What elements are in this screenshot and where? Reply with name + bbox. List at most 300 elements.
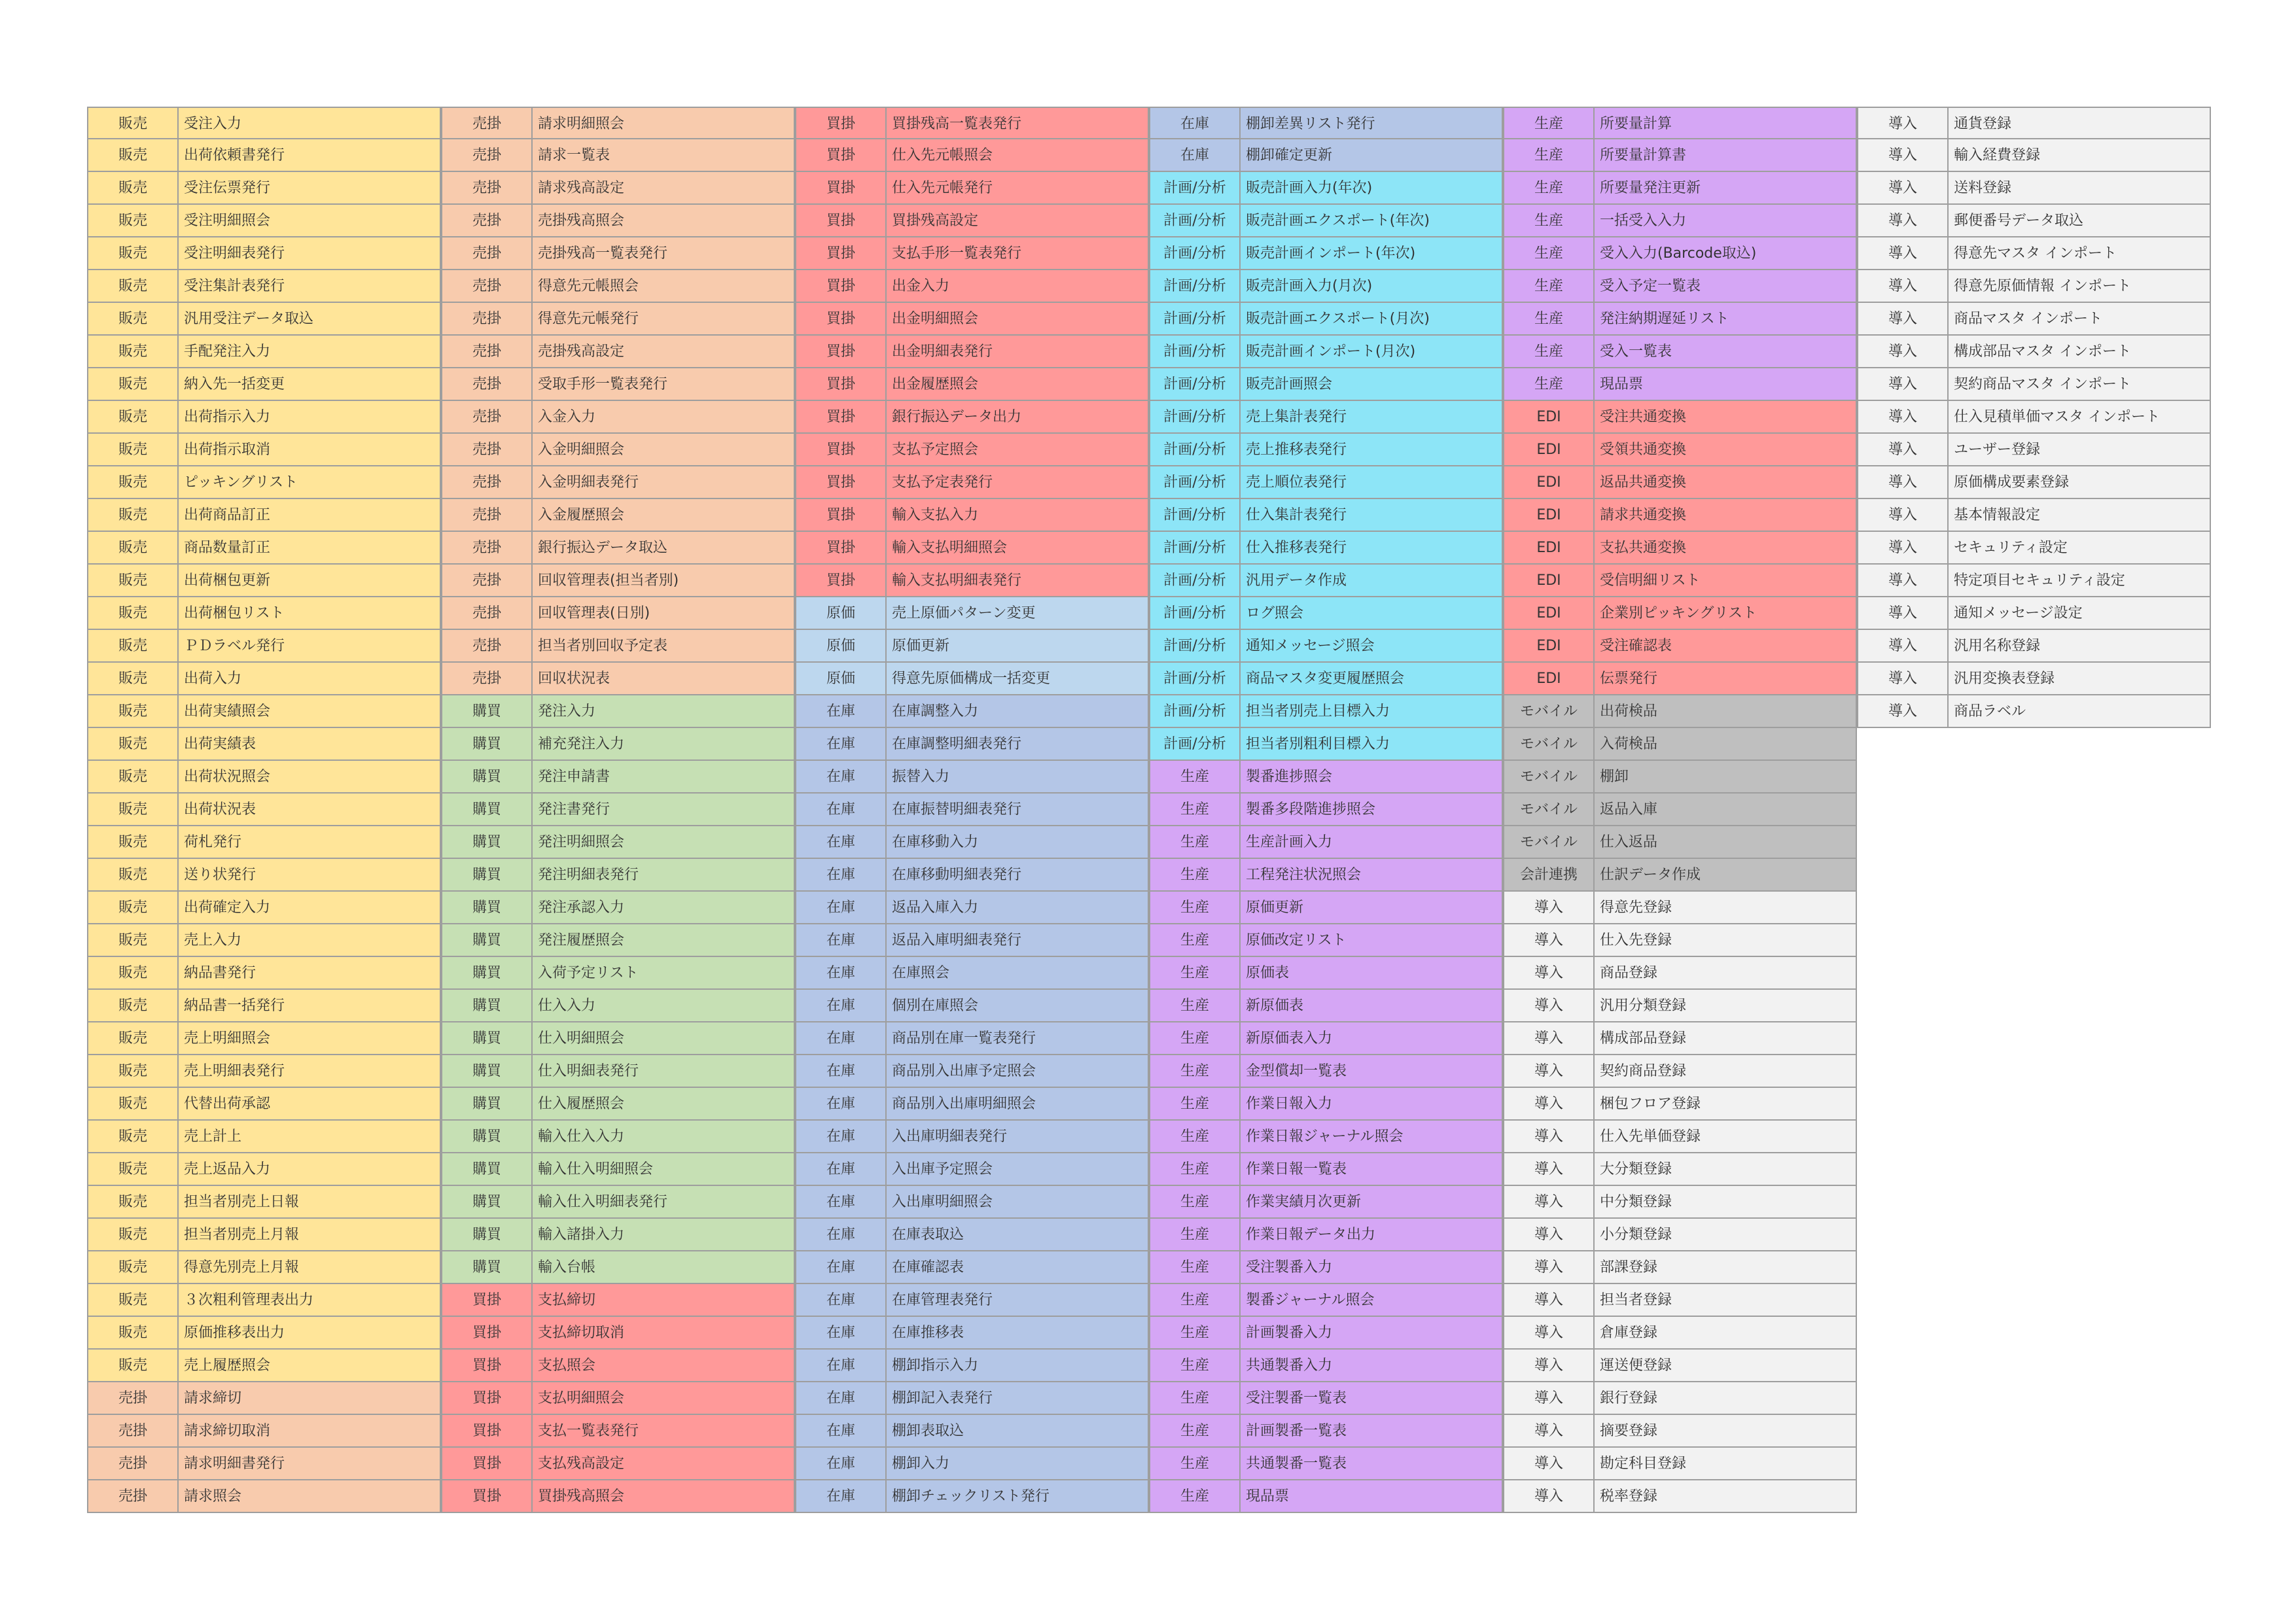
category-cell: 導入 — [1857, 139, 1947, 172]
category-cell: 計画/分析 — [1149, 401, 1239, 434]
table-row — [441, 565, 795, 597]
category-cell: 計画/分析 — [1149, 237, 1239, 270]
category-cell: 計画/分析 — [1149, 532, 1239, 565]
table-row — [1503, 1284, 1857, 1317]
category-cell: 販売 — [87, 630, 177, 663]
function-name-cell: 請求共通変換 — [1593, 499, 1857, 532]
function-name-cell: 受注入力 — [177, 107, 441, 139]
category-cell: 販売 — [87, 270, 177, 303]
table-row — [441, 1317, 795, 1350]
function-name-cell: 発注履歴照会 — [531, 924, 795, 957]
table-row — [441, 499, 795, 532]
category-cell: 生産 — [1503, 237, 1593, 270]
category-cell: 生産 — [1149, 1382, 1239, 1415]
category-cell: 売掛 — [441, 466, 531, 499]
function-name-cell: 原価更新 — [1239, 892, 1503, 924]
category-cell: 計画/分析 — [1149, 336, 1239, 368]
function-name-cell: 送り状発行 — [177, 859, 441, 892]
function-name-cell: 出荷検品 — [1593, 695, 1857, 728]
function-name-cell: 出金明細照会 — [885, 303, 1149, 336]
category-cell: 売掛 — [441, 139, 531, 172]
function-name-cell: 在庫調整入力 — [885, 695, 1149, 728]
function-name-cell: 所要量発注更新 — [1593, 172, 1857, 205]
table-row — [1503, 630, 1857, 663]
category-cell: 販売 — [87, 1251, 177, 1284]
category-cell: 販売 — [87, 1186, 177, 1219]
function-name-cell: 部課登録 — [1593, 1251, 1857, 1284]
function-name-cell: 出荷梱包更新 — [177, 565, 441, 597]
table-row — [1857, 565, 2211, 597]
table-row — [1149, 728, 1503, 761]
category-cell: 購買 — [441, 924, 531, 957]
category-cell: EDI — [1503, 434, 1593, 466]
function-name-cell: 売上原価パターン変更 — [885, 597, 1149, 630]
category-cell: 生産 — [1149, 761, 1239, 794]
table-row — [1503, 892, 1857, 924]
table-row — [1503, 1186, 1857, 1219]
function-name-cell: 支払照会 — [531, 1350, 795, 1382]
function-name-cell: 在庫照会 — [885, 957, 1149, 990]
category-cell: 導入 — [1857, 597, 1947, 630]
table-row — [87, 368, 441, 401]
table-row — [87, 532, 441, 565]
category-cell: 販売 — [87, 695, 177, 728]
category-cell: 販売 — [87, 172, 177, 205]
category-cell: 在庫 — [795, 794, 885, 826]
table-row — [1149, 237, 1503, 270]
table-row — [87, 663, 441, 695]
category-cell: 販売 — [87, 728, 177, 761]
category-cell: 導入 — [1503, 1382, 1593, 1415]
table-row — [87, 303, 441, 336]
category-cell: 買掛 — [795, 303, 885, 336]
function-name-cell: 売上返品入力 — [177, 1153, 441, 1186]
category-cell: 販売 — [87, 1284, 177, 1317]
function-name-cell: 納入先一括変更 — [177, 368, 441, 401]
table-row — [1503, 859, 1857, 892]
function-name-cell: 発注入力 — [531, 695, 795, 728]
table-row — [441, 139, 795, 172]
category-cell: モバイル — [1503, 728, 1593, 761]
category-cell: 販売 — [87, 1088, 177, 1121]
function-name-cell: 現品票 — [1593, 368, 1857, 401]
table-row — [1503, 270, 1857, 303]
category-cell: 導入 — [1857, 237, 1947, 270]
function-name-cell: 請求照会 — [177, 1480, 441, 1513]
function-name-cell: 受信明細リスト — [1593, 565, 1857, 597]
category-cell: 販売 — [87, 499, 177, 532]
table-row — [1503, 924, 1857, 957]
table-row — [1503, 336, 1857, 368]
function-name-cell: 買掛残高一覧表発行 — [885, 107, 1149, 139]
function-name-cell: 請求明細照会 — [531, 107, 795, 139]
function-name-cell: 出金履歴照会 — [885, 368, 1149, 401]
table-row — [795, 597, 1149, 630]
category-cell: 在庫 — [795, 990, 885, 1022]
category-cell: 導入 — [1503, 990, 1593, 1022]
table-row — [1503, 794, 1857, 826]
function-name-cell: 支払残高設定 — [531, 1448, 795, 1480]
category-cell: 在庫 — [795, 1448, 885, 1480]
table-row — [1149, 205, 1503, 237]
table-row — [1149, 957, 1503, 990]
function-name-cell: 在庫振替明細表発行 — [885, 794, 1149, 826]
table-row — [1503, 1382, 1857, 1415]
function-name-cell: 汎用変換表登録 — [1947, 663, 2211, 695]
function-name-cell: 売上入力 — [177, 924, 441, 957]
function-name-cell: 請求一覧表 — [531, 139, 795, 172]
function-name-cell: 作業日報一覧表 — [1239, 1153, 1503, 1186]
function-name-cell: 発注申請書 — [531, 761, 795, 794]
function-name-cell: 担当者別売上月報 — [177, 1219, 441, 1251]
table-row — [1857, 270, 2211, 303]
category-cell: 計画/分析 — [1149, 630, 1239, 663]
function-name-cell: 新原価表入力 — [1239, 1022, 1503, 1055]
category-cell: 売掛 — [441, 401, 531, 434]
function-name-cell: 棚卸指示入力 — [885, 1350, 1149, 1382]
category-cell: 生産 — [1149, 892, 1239, 924]
category-cell: 買掛 — [441, 1448, 531, 1480]
table-column — [1503, 107, 1857, 1513]
category-cell: 売掛 — [441, 434, 531, 466]
category-cell: 販売 — [87, 826, 177, 859]
table-row — [87, 1219, 441, 1251]
function-name-cell: 仕入先単価登録 — [1593, 1121, 1857, 1153]
category-cell: 生産 — [1149, 794, 1239, 826]
category-cell: 販売 — [87, 859, 177, 892]
category-cell: 導入 — [1857, 565, 1947, 597]
function-name-cell: 代替出荷承認 — [177, 1088, 441, 1121]
table-row — [1149, 368, 1503, 401]
table-row — [1149, 270, 1503, 303]
category-cell: 在庫 — [795, 1480, 885, 1513]
function-name-cell: 伝票発行 — [1593, 663, 1857, 695]
category-cell: 販売 — [87, 107, 177, 139]
function-name-cell: 支払明細照会 — [531, 1382, 795, 1415]
category-cell: 買掛 — [795, 205, 885, 237]
category-cell: 導入 — [1503, 1055, 1593, 1088]
function-name-cell: 契約商品マスタ インポート — [1947, 368, 2211, 401]
table-row — [1857, 630, 2211, 663]
category-cell: 販売 — [87, 336, 177, 368]
function-name-cell: 大分類登録 — [1593, 1153, 1857, 1186]
category-cell: 販売 — [87, 466, 177, 499]
category-cell: 購買 — [441, 1153, 531, 1186]
function-name-cell: 棚卸入力 — [885, 1448, 1149, 1480]
function-name-cell: 摘要登録 — [1593, 1415, 1857, 1448]
category-cell: 販売 — [87, 761, 177, 794]
category-cell: 導入 — [1503, 1415, 1593, 1448]
category-cell: 在庫 — [795, 695, 885, 728]
function-name-cell: 請求明細書発行 — [177, 1448, 441, 1480]
function-name-cell: 作業日報ジャーナル照会 — [1239, 1121, 1503, 1153]
function-name-cell: 出荷実績表 — [177, 728, 441, 761]
category-cell: 売掛 — [441, 663, 531, 695]
function-name-cell: 納品書発行 — [177, 957, 441, 990]
function-name-cell: 手配発注入力 — [177, 336, 441, 368]
category-cell: 売掛 — [441, 532, 531, 565]
table-row — [87, 1350, 441, 1382]
function-name-cell: 仕入明細表発行 — [531, 1055, 795, 1088]
category-cell: 生産 — [1503, 172, 1593, 205]
function-name-cell: 支払共通変換 — [1593, 532, 1857, 565]
table-row — [87, 336, 441, 368]
function-name-cell: 出荷状況表 — [177, 794, 441, 826]
function-name-cell: 棚卸確定更新 — [1239, 139, 1503, 172]
category-cell: 販売 — [87, 532, 177, 565]
category-cell: 販売 — [87, 1022, 177, 1055]
category-cell: 原価 — [795, 630, 885, 663]
category-cell: 購買 — [441, 1186, 531, 1219]
function-name-cell: 受注明細照会 — [177, 205, 441, 237]
function-name-cell: 受注明細表発行 — [177, 237, 441, 270]
category-cell: EDI — [1503, 663, 1593, 695]
table-row — [441, 336, 795, 368]
category-cell: 計画/分析 — [1149, 565, 1239, 597]
category-cell: 販売 — [87, 957, 177, 990]
table-row — [795, 1415, 1149, 1448]
table-row — [795, 630, 1149, 663]
function-name-cell: 構成部品登録 — [1593, 1022, 1857, 1055]
table-row — [795, 499, 1149, 532]
table-row — [795, 1480, 1149, 1513]
category-cell: 在庫 — [795, 1415, 885, 1448]
table-row — [87, 1480, 441, 1513]
table-row — [87, 434, 441, 466]
function-name-cell: 所要量計算書 — [1593, 139, 1857, 172]
function-name-cell: 売上履歴照会 — [177, 1350, 441, 1382]
category-cell: 売掛 — [87, 1480, 177, 1513]
function-name-cell: 受注集計表発行 — [177, 270, 441, 303]
function-name-cell: 在庫確認表 — [885, 1251, 1149, 1284]
category-cell: 購買 — [441, 859, 531, 892]
function-name-cell: 入金明細表発行 — [531, 466, 795, 499]
category-cell: 購買 — [441, 990, 531, 1022]
category-cell: 売掛 — [441, 336, 531, 368]
category-cell: 導入 — [1503, 1022, 1593, 1055]
category-cell: 在庫 — [795, 1382, 885, 1415]
function-name-cell: 商品マスタ インポート — [1947, 303, 2211, 336]
function-name-cell: 輸入諸掛入力 — [531, 1219, 795, 1251]
category-cell: 在庫 — [795, 957, 885, 990]
category-cell: 買掛 — [795, 172, 885, 205]
table-row — [441, 1121, 795, 1153]
table-row — [795, 1284, 1149, 1317]
function-name-cell: 販売計画インポート(月次) — [1239, 336, 1503, 368]
function-name-cell: 所要量計算 — [1593, 107, 1857, 139]
category-cell: 在庫 — [795, 1153, 885, 1186]
category-cell: 販売 — [87, 1350, 177, 1382]
category-cell: 生産 — [1149, 1284, 1239, 1317]
function-name-cell: 輸入支払明細表発行 — [885, 565, 1149, 597]
category-cell: 生産 — [1149, 826, 1239, 859]
function-name-cell: 輸入支払明細照会 — [885, 532, 1149, 565]
function-name-cell: 受領共通変換 — [1593, 434, 1857, 466]
function-name-cell: 倉庫登録 — [1593, 1317, 1857, 1350]
category-cell: 導入 — [1503, 1284, 1593, 1317]
function-name-cell: 郵便番号データ取込 — [1947, 205, 2211, 237]
category-cell: 買掛 — [441, 1317, 531, 1350]
table-row — [795, 892, 1149, 924]
function-name-cell: 売掛残高照会 — [531, 205, 795, 237]
category-cell: 生産 — [1149, 1121, 1239, 1153]
category-cell: 導入 — [1857, 270, 1947, 303]
category-cell: 計画/分析 — [1149, 270, 1239, 303]
table-row — [795, 1186, 1149, 1219]
function-name-cell: 売上集計表発行 — [1239, 401, 1503, 434]
category-cell: 生産 — [1149, 1022, 1239, 1055]
table-row — [1503, 532, 1857, 565]
table-row — [441, 728, 795, 761]
function-name-cell: 仕入返品 — [1593, 826, 1857, 859]
category-cell: 売掛 — [441, 237, 531, 270]
function-name-cell: 返品共通変換 — [1593, 466, 1857, 499]
category-cell: 在庫 — [795, 892, 885, 924]
function-name-cell: 得意先元帳照会 — [531, 270, 795, 303]
function-name-cell: 販売計画エクスポート(月次) — [1239, 303, 1503, 336]
category-cell: 売掛 — [441, 270, 531, 303]
category-cell: 売掛 — [441, 499, 531, 532]
category-cell: 原価 — [795, 597, 885, 630]
category-cell: 購買 — [441, 826, 531, 859]
category-cell: 導入 — [1857, 303, 1947, 336]
table-row — [1503, 1350, 1857, 1382]
table-row — [1503, 237, 1857, 270]
function-name-cell: 担当者別売上目標入力 — [1239, 695, 1503, 728]
table-row — [795, 139, 1149, 172]
category-cell: 販売 — [87, 368, 177, 401]
category-cell: 買掛 — [795, 368, 885, 401]
category-cell: 生産 — [1503, 336, 1593, 368]
function-name-cell: 買掛残高設定 — [885, 205, 1149, 237]
table-row — [1149, 1448, 1503, 1480]
table-row — [795, 728, 1149, 761]
table-row — [1503, 172, 1857, 205]
function-name-cell: 現品票 — [1239, 1480, 1503, 1513]
function-name-cell: 支払手形一覧表発行 — [885, 237, 1149, 270]
category-cell: 販売 — [87, 205, 177, 237]
table-row — [795, 1088, 1149, 1121]
category-cell: EDI — [1503, 630, 1593, 663]
category-cell: 売掛 — [87, 1448, 177, 1480]
table-row — [1503, 761, 1857, 794]
function-name-cell: 担当者別粗利目標入力 — [1239, 728, 1503, 761]
category-cell: EDI — [1503, 532, 1593, 565]
table-row — [87, 1153, 441, 1186]
table-row — [441, 826, 795, 859]
table-row — [1857, 695, 2211, 728]
category-cell: 購買 — [441, 892, 531, 924]
category-cell: 生産 — [1149, 1448, 1239, 1480]
category-cell: 買掛 — [441, 1284, 531, 1317]
function-name-cell: 小分類登録 — [1593, 1219, 1857, 1251]
function-name-cell: 棚卸差異リスト発行 — [1239, 107, 1503, 139]
category-cell: 販売 — [87, 663, 177, 695]
table-row — [1149, 1415, 1503, 1448]
category-cell: 在庫 — [795, 1121, 885, 1153]
function-name-cell: 原価改定リスト — [1239, 924, 1503, 957]
function-name-cell: 金型償却一覧表 — [1239, 1055, 1503, 1088]
table-row — [1857, 172, 2211, 205]
table-row — [87, 565, 441, 597]
table-row — [1149, 1186, 1503, 1219]
table-row — [1503, 1153, 1857, 1186]
function-name-cell: 受入一覧表 — [1593, 336, 1857, 368]
category-cell: 計画/分析 — [1149, 368, 1239, 401]
table-row — [795, 107, 1149, 139]
function-name-cell: 在庫移動明細表発行 — [885, 859, 1149, 892]
function-name-cell: 売上順位表発行 — [1239, 466, 1503, 499]
category-cell: 生産 — [1503, 368, 1593, 401]
function-name-cell: 出金明細表発行 — [885, 336, 1149, 368]
category-cell: 購買 — [441, 794, 531, 826]
category-cell: 生産 — [1149, 859, 1239, 892]
category-cell: 在庫 — [795, 1284, 885, 1317]
table-row — [87, 990, 441, 1022]
category-cell: 買掛 — [795, 139, 885, 172]
table-column — [441, 107, 795, 1513]
table-row — [795, 336, 1149, 368]
category-cell: 在庫 — [795, 761, 885, 794]
table-row — [441, 270, 795, 303]
category-cell: 計画/分析 — [1149, 663, 1239, 695]
function-name-cell: 計画製番入力 — [1239, 1317, 1503, 1350]
function-name-cell: 出荷指示入力 — [177, 401, 441, 434]
table-row — [1503, 565, 1857, 597]
table-row — [1857, 303, 2211, 336]
table-row — [1503, 434, 1857, 466]
category-cell: 在庫 — [795, 1219, 885, 1251]
function-name-cell: 原価表 — [1239, 957, 1503, 990]
function-name-cell: 発注納期遅延リスト — [1593, 303, 1857, 336]
function-name-cell: 一括受入入力 — [1593, 205, 1857, 237]
table-row — [1149, 761, 1503, 794]
category-cell: EDI — [1503, 499, 1593, 532]
function-name-cell: 入荷予定リスト — [531, 957, 795, 990]
category-cell: モバイル — [1503, 761, 1593, 794]
table-row — [441, 466, 795, 499]
category-cell: 生産 — [1149, 957, 1239, 990]
function-name-cell: 販売計画照会 — [1239, 368, 1503, 401]
table-row — [1503, 401, 1857, 434]
table-row — [1503, 466, 1857, 499]
function-name-cell: 原価構成要素登録 — [1947, 466, 2211, 499]
category-cell: 販売 — [87, 1219, 177, 1251]
category-cell: 導入 — [1503, 924, 1593, 957]
table-row — [441, 1022, 795, 1055]
table-row — [795, 1317, 1149, 1350]
category-cell: 生産 — [1503, 270, 1593, 303]
category-cell: 計画/分析 — [1149, 695, 1239, 728]
category-cell: 導入 — [1857, 205, 1947, 237]
table-row — [1503, 1022, 1857, 1055]
table-row — [441, 1153, 795, 1186]
table-row — [1503, 990, 1857, 1022]
table-row — [1149, 107, 1503, 139]
function-name-cell: 受注共通変換 — [1593, 401, 1857, 434]
table-row — [1503, 1448, 1857, 1480]
category-cell: 買掛 — [795, 466, 885, 499]
category-cell: 計画/分析 — [1149, 728, 1239, 761]
function-name-cell: 受注伝票発行 — [177, 172, 441, 205]
function-name-cell: 生産計画入力 — [1239, 826, 1503, 859]
table-row — [1857, 336, 2211, 368]
function-name-cell: 輸入台帳 — [531, 1251, 795, 1284]
function-name-cell: 商品別入出庫明細照会 — [885, 1088, 1149, 1121]
category-cell: 導入 — [1503, 1251, 1593, 1284]
category-cell: 導入 — [1857, 695, 1947, 728]
function-name-cell: 出荷指示取消 — [177, 434, 441, 466]
